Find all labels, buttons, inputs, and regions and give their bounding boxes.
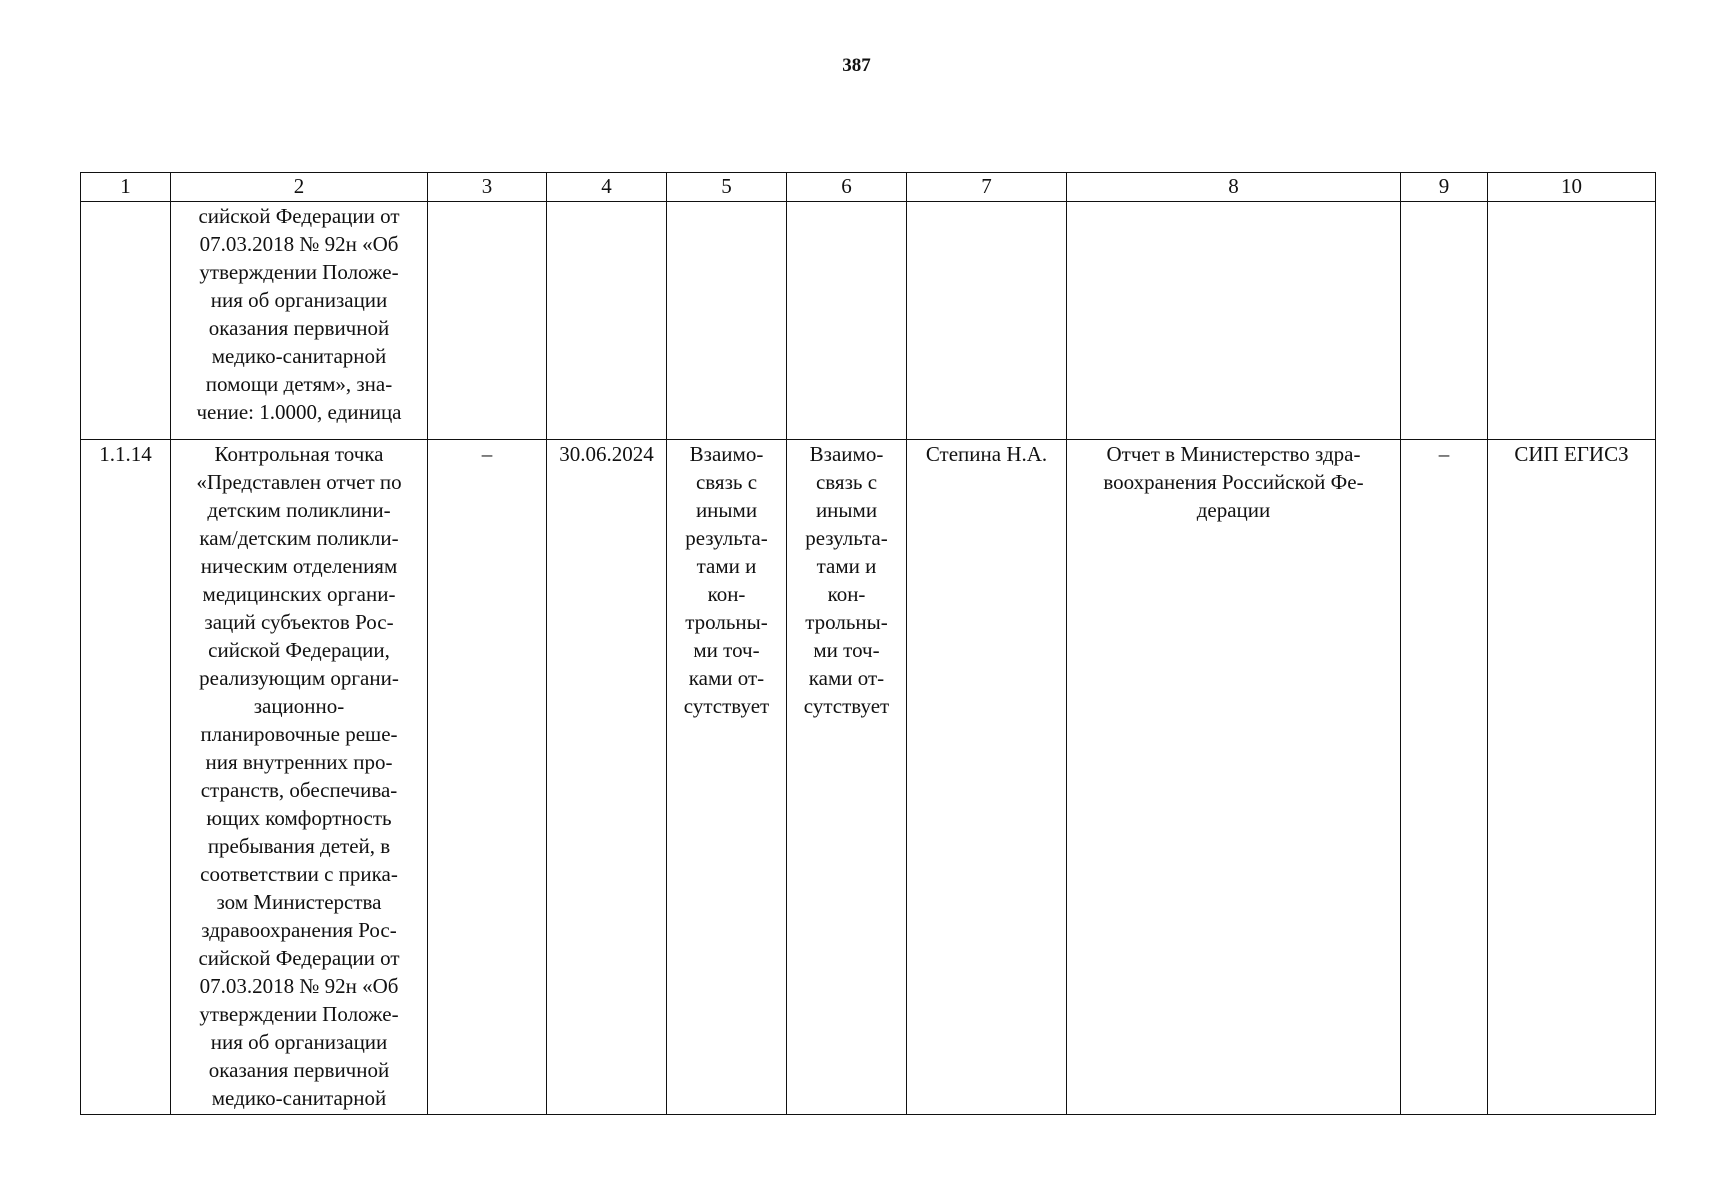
report-cell xyxy=(1067,202,1401,440)
table-cell: – xyxy=(428,440,547,1115)
column-header: 3 xyxy=(428,173,547,202)
table-row xyxy=(81,440,1656,1115)
date-cell: 30.06.2024 xyxy=(547,440,667,1115)
responsible-cell xyxy=(907,202,1067,440)
description-cell: Контрольная точка «Представлен отчет по детским поликлини- кам/детским поликли- ническим отделениям медицинских органи- заций субъектов Рос- сийской Федерации, реализующим органи- зационно- планировочные реше- ния внутренних про- странств, обеспечива- ющих комфортность пребывания детей, в соответствии с прика- зом Министерства здравоохранения Рос- сийской Федерации от 07.03.2018 № 92н «Об утверждении Положе- ния об организации оказания первичной медико-санитарной xyxy=(171,440,428,1115)
report-cell: Отчет в Министерство здра- воохранения Российской Фе- дерации xyxy=(1067,440,1401,1115)
column-header: 2 xyxy=(171,173,428,202)
relation-cell: Взаимо- связь с иными результа- тами и кон- трольны- ми точ- ками от- сутствует xyxy=(787,440,907,1115)
column-header: 9 xyxy=(1401,173,1488,202)
system-cell: СИП ЕГИСЗ xyxy=(1488,440,1656,1115)
description-cell: сийской Федерации от 07.03.2018 № 92н «Об утверждении Положе- ния об организации оказания первичной медико-санитарной помощи детям», зна- чение: 1.0000, единица xyxy=(171,202,428,440)
column-header: 5 xyxy=(667,173,787,202)
table-cell xyxy=(428,202,547,440)
column-number-row xyxy=(81,173,1656,202)
relation-cell: Взаимо- связь с иными результа- тами и кон- трольны- ми точ- ками от- сутствует xyxy=(667,440,787,1115)
date-cell xyxy=(547,202,667,440)
row-number-cell: 1.1.14 xyxy=(81,440,171,1115)
table-cell xyxy=(667,202,787,440)
column-header: 1 xyxy=(81,173,171,202)
table-cell xyxy=(1401,202,1488,440)
column-header: 8 xyxy=(1067,173,1401,202)
system-cell xyxy=(1488,202,1656,440)
page-number: 387 xyxy=(842,55,871,76)
table-cell xyxy=(787,202,907,440)
row-number-cell xyxy=(81,202,171,440)
document-table xyxy=(80,172,1656,1115)
column-header: 10 xyxy=(1488,173,1656,202)
responsible-cell: Степина Н.А. xyxy=(907,440,1067,1115)
column-header: 6 xyxy=(787,173,907,202)
table-cell: – xyxy=(1401,440,1488,1115)
column-header: 4 xyxy=(547,173,667,202)
column-header: 7 xyxy=(907,173,1067,202)
table-row xyxy=(81,202,1656,440)
